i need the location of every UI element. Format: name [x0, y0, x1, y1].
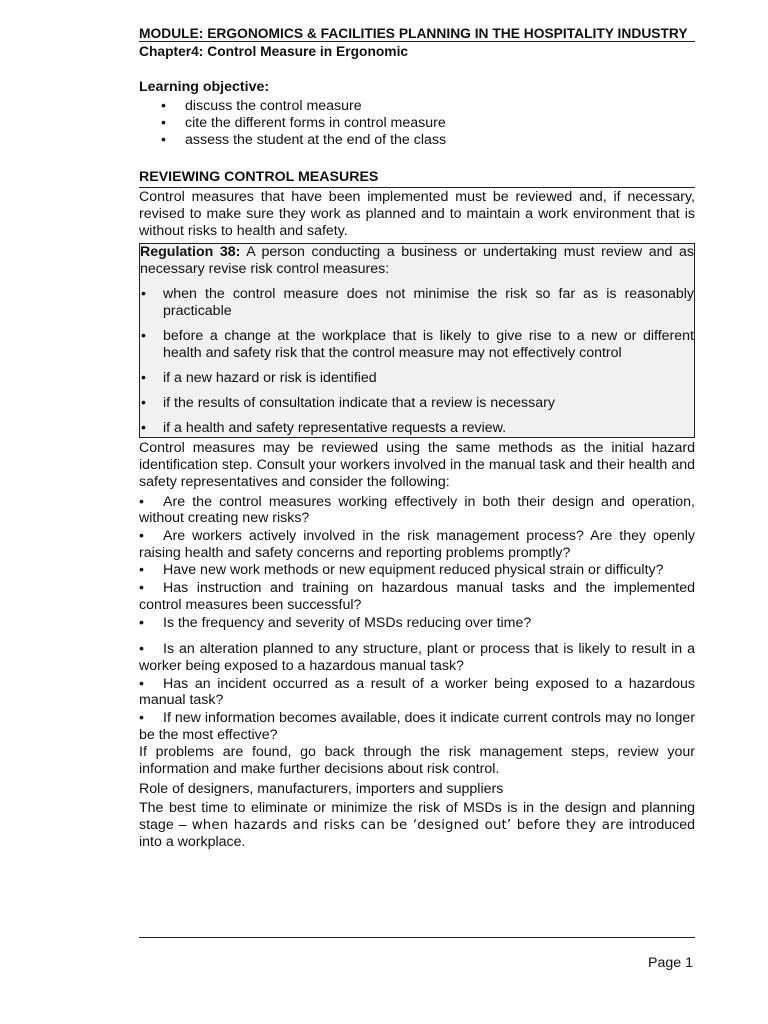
bullet-icon: • [139, 580, 144, 597]
bullet-icon: • [139, 710, 144, 727]
list-item: • before a change at the workplace that is likely to give rise to a new or different health and safety risk that the control measure may not effectively control [140, 328, 694, 362]
header-rule [139, 41, 695, 42]
list-item [139, 562, 695, 579]
bullet-icon: • [139, 528, 144, 545]
list-item [139, 710, 695, 743]
list-item: • if a health and safety representative requests a review. [140, 420, 694, 437]
list-item [139, 528, 695, 561]
regulation-label: Regulation 38: [140, 243, 241, 260]
list-item [139, 641, 695, 674]
question-text: Has an incident occurred as a result of a worker being exposed to a hazardous manual task? [139, 675, 695, 709]
page-number: Page 1 [648, 955, 693, 971]
list-item: • when the control measure does not minimise the risk so far as is reasonably practicable [140, 286, 694, 320]
review-intro: Control measures may be reviewed using the same methods as the initial hazard identification step. Consult your workers involved in the manual task and their health and safety representatives and consider the following: [139, 439, 695, 490]
section-title: REVIEWING CONTROL MEASURES [139, 168, 379, 185]
review-after: If problems are found, go back through the risk management steps, review your information and make further decisions about risk control. [139, 744, 695, 778]
section-intro: Control measures that have been implemented must be reviewed and, if necessary, revised to make sure they work as planned and to maintain a work environment that is without risks to health and safety. [139, 188, 695, 239]
section-rule [139, 187, 695, 188]
question-text: Are the control measures working effectively in both their design and operation, without creating new risks? [139, 493, 695, 527]
best-time-paragraph [139, 800, 695, 851]
list-item [139, 580, 695, 613]
question-text: Are workers actively involved in the risk management process? Are they openly raising health and safety concerns and reporting problems promptly? [139, 528, 695, 561]
chapter-title: Chapter4: Control Measure in Ergonomic [139, 44, 409, 59]
review-questions [139, 494, 695, 744]
list-item: • discuss the control measure [139, 98, 695, 115]
question-text: Have new work methods or new equipment reduced physical strain or difficulty? [163, 562, 664, 579]
bullet-icon: • [139, 614, 144, 631]
list-item [139, 494, 695, 527]
footer-rule [139, 937, 695, 938]
regulation-lead [140, 244, 694, 278]
role-heading: Role of designers, manufacturers, importers and suppliers [139, 781, 504, 798]
bullet-icon: • [139, 493, 144, 510]
bullet-icon: • [139, 641, 144, 658]
list-item: • assess the student at the end of the class [139, 132, 695, 149]
regulation-list [140, 286, 694, 437]
best-time-text-c: introduced into a workplace. [139, 817, 696, 851]
list-item [139, 615, 695, 632]
learning-objective-title: Learning objective: [139, 79, 270, 95]
regulation-box [139, 243, 695, 438]
list-item [139, 676, 695, 709]
question-text: If new information becomes available, does it indicate current controls may no longer be the most effective? [139, 710, 695, 743]
question-text: Is an alteration planned to any structure, plant or process that is likely to result in a worker being exposed to a hazardous manual task? [139, 641, 695, 674]
page-content [139, 26, 695, 851]
bullet-icon: • [139, 675, 144, 692]
module-title: MODULE: ERGONOMICS & FACILITIES PLANNING IN THE HOSPITALITY INDUSTRY [139, 26, 688, 41]
regulation-lead-text: A person conducting a business or undertaking must review and as necessary revise risk control measures: [140, 243, 694, 277]
question-text: Is the frequency and severity of MSDs reducing over time? [163, 614, 532, 631]
bullet-icon: • [139, 562, 144, 579]
best-time-text-a: The best time to eliminate or minimize the risk of MSDs is in the design and planning stage – [139, 800, 695, 834]
list-item: • if the results of consultation indicate that a review is necessary [140, 395, 694, 412]
question-text: Has instruction and training on hazardous manual tasks and the implemented control measures been successful? [139, 580, 695, 613]
list-item: • if a new hazard or risk is identified [140, 370, 694, 387]
best-time-text-b: when hazards and risks can be ‘designed out’ before they are [191, 818, 624, 834]
list-item: • cite the different forms in control measure [139, 115, 695, 132]
learning-objective-list [139, 98, 695, 150]
